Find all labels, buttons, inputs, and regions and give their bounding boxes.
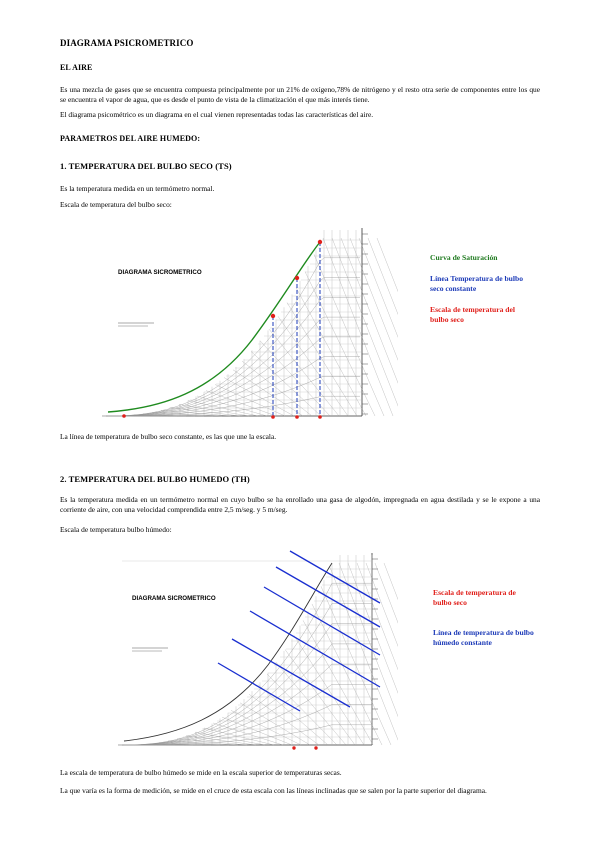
paragraph-air-composition: Es una mezcla de gases que se encuentra compuesta principalmente por un 21% de oxígeno,78% de nitrógeno y el resto otra serie de componentes entre los que se encuentra el vapor de agua, que es desde el punto de vista de la climatización el que más interés tiene. (60, 85, 540, 104)
scale-point (271, 415, 275, 419)
scale-point (318, 415, 322, 419)
enthalpy-line (303, 620, 373, 745)
humidity-curve (108, 297, 360, 416)
doc-title: DIAGRAMA PSICROMETRICO (60, 38, 194, 48)
chart-title: DIAGRAMA SICROMETRICO (132, 595, 216, 602)
wet-bulb-constant-lines (218, 551, 380, 711)
enthalpy-line (366, 563, 398, 745)
scale-point (295, 415, 299, 419)
paragraph-diagram-definition: El diagrama psicométrico es un diagrama en el cual vienen representadas todas las características del aire. (60, 110, 374, 119)
paragraph-dry-bulb-definition: Es la temperatura medida en un termómetro normal. (60, 184, 215, 193)
legend-saturation-curve: Curva de Saturación (430, 253, 498, 262)
chart-title: DIAGRAMA SICROMETRICO (118, 269, 202, 276)
enthalpy-line (294, 636, 364, 745)
section-heading-air: EL AIRE (60, 63, 93, 72)
legend-dry-bulb-line: Línea Temperatura de bulbo seco constante (430, 274, 524, 293)
section-heading-params: PARAMETROS DEL AIRE HUMEDO: (60, 134, 201, 143)
dry-bulb-constant-lines (273, 242, 320, 418)
enthalpy-line (278, 316, 348, 416)
legend-dry-bulb-scale-2: Escala de temperatura de bulbo seco (433, 588, 516, 607)
enthalpy-line (377, 238, 398, 416)
wet-bulb-line (276, 567, 380, 627)
saturation-curve (108, 242, 320, 412)
enthalpy-line (285, 649, 355, 745)
enthalpy-line (240, 703, 310, 745)
paragraph-dry-bulb-scale: Escala de temperatura del bulbo seco: (60, 200, 172, 209)
enthalpy-line (224, 378, 294, 416)
paragraph-dry-bulb-line: La línea de temperatura de bulbo seco constante, es las que une la escala. (60, 432, 277, 441)
wet-bulb-line (264, 587, 380, 655)
paragraph-wet-bulb-reading: La que varía es la forma de medición, se mide en el cruce de esta escala con las líneas inclinadas que se salen por la parte superior del diagrama. (60, 786, 487, 795)
scale-point (122, 414, 126, 418)
enthalpy-line (267, 674, 337, 745)
paragraph-wet-bulb-scale: Escala de temperatura bulbo húmedo: (60, 525, 172, 534)
legend-dry-bulb-scale: Escala de temperatura del bulbo seco (430, 305, 515, 324)
scale-point (295, 276, 299, 280)
humidity-curve (108, 376, 360, 416)
scale-point (271, 314, 275, 318)
section-heading-wet-bulb: 2. TEMPERATURA DEL BULBO HUMEDO (TH) (60, 474, 250, 484)
scale-point (318, 240, 322, 244)
scale-point (292, 746, 295, 749)
legend-wet-bulb-line: Línea de temperatura de bulbo húmedo constante (433, 628, 534, 647)
psychrometric-chart-dry-bulb (102, 220, 398, 425)
enthalpy-line (348, 563, 398, 745)
humidity-curve (108, 258, 360, 416)
section-heading-dry-bulb: 1. TEMPERATURA DEL BULBO SECO (TS) (60, 161, 232, 171)
chart-grid (102, 228, 398, 416)
enthalpy-line (332, 238, 398, 416)
paragraph-wet-bulb-measure: La escala de temperatura de bulbo húmedo se mide en la escala superior de temperaturas secas. (60, 768, 342, 777)
humidity-curve (108, 337, 360, 416)
enthalpy-line (251, 351, 321, 416)
enthalpy-line (350, 238, 398, 416)
enthalpy-line (384, 563, 398, 745)
humidity-curve (124, 644, 372, 745)
paragraph-wet-bulb-definition: Es la temperatura medida en un termómetro normal en cuyo bulbo se ha enrollado una gasa de algodón, impregnada en agua destilada y se le expone a una corriente de aire, con una velocidad comprendida entre 2,5 m/seg. y 5 m/seg. (60, 495, 540, 514)
enthalpy-line (269, 329, 339, 416)
humidity-curve (124, 603, 372, 745)
scale-point (314, 746, 317, 749)
humidity-curve (124, 684, 372, 745)
enthalpy-line (314, 254, 384, 416)
enthalpy-line (231, 710, 301, 745)
humidity-curve (108, 317, 360, 416)
enthalpy-line (296, 288, 366, 416)
psychrometric-chart-wet-bulb (118, 545, 398, 753)
enthalpy-line (323, 238, 393, 416)
chart-grid (118, 553, 398, 745)
dry-bulb-scale-points (292, 746, 317, 749)
